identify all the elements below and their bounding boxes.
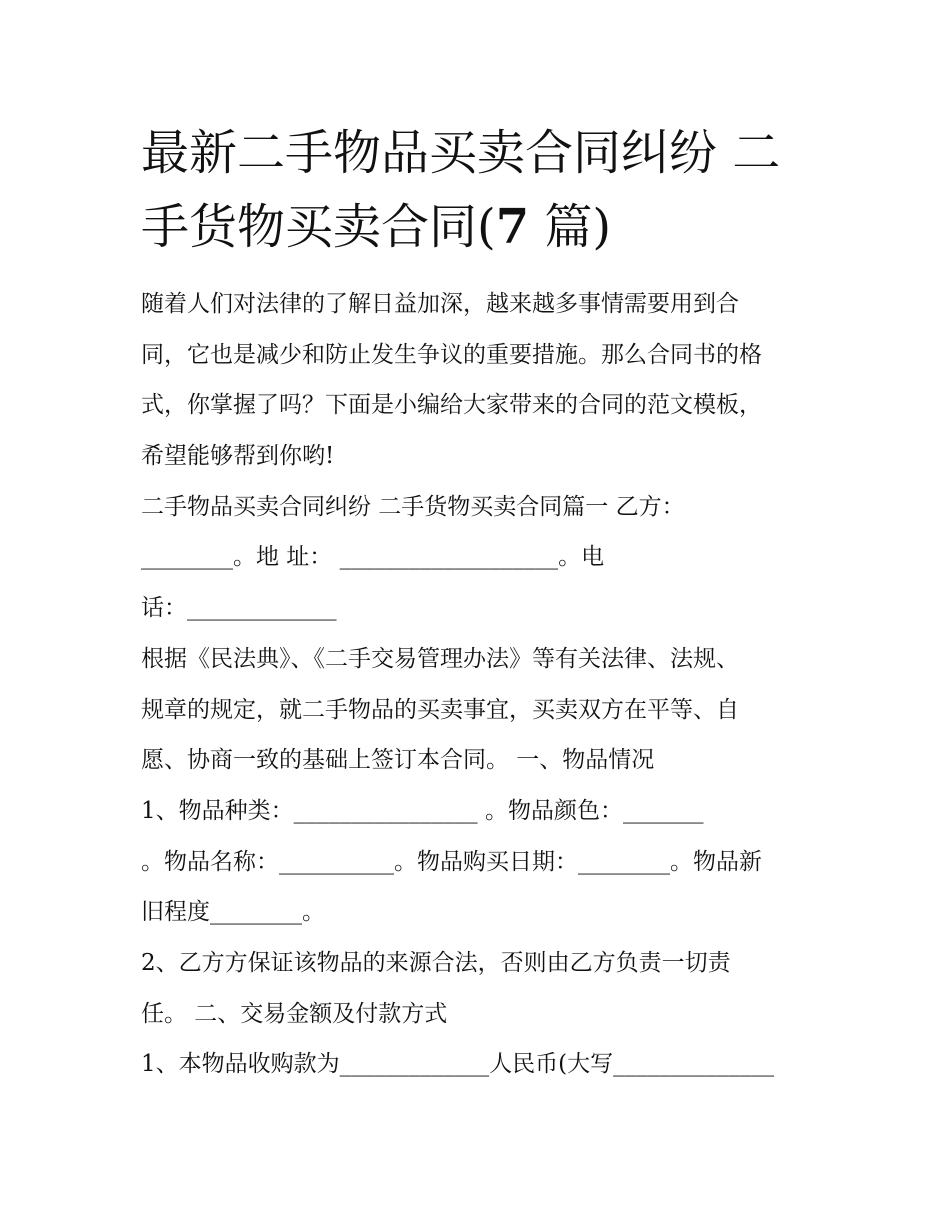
body-line: 希望能够帮到你哟!	[141, 443, 335, 470]
body-line: 随着人们对法律的了解日益加深，越来越多事情需要用到合	[141, 291, 739, 317]
phone-line: 话：_____________	[141, 595, 337, 622]
title-count: 7	[495, 199, 530, 255]
body-line: 任。 二、交易金额及付款方式	[141, 1000, 448, 1027]
item-fields-line: 1、物品种类：________________ 。物品颜色：_______	[141, 797, 704, 824]
payment-line: 1、本物品收购款为_____________人民币(大写______________	[141, 1051, 775, 1078]
title-line-1: 最新二手物品买卖合同纠纷 二	[141, 125, 781, 181]
item-fields-line: 。物品名称：__________。物品购买日期：________。物品新	[141, 848, 762, 875]
title-line-2-suffix: 篇)	[529, 199, 612, 255]
section-heading-line: 二手物品买卖合同纠纷 二手货物买卖合同篇一 乙方：	[141, 493, 685, 520]
body-line: 根据《民法典》、《二手交易管理办法》等有关法律、法规、	[141, 645, 739, 672]
body-line: 愿、协商一致的基础上签订本合同。 一、物品情况	[141, 747, 655, 774]
body-line: 同，它也是减少和防止发生争议的重要措施。那么合同书的格	[141, 341, 762, 368]
body-line: 式，你掌握了吗？下面是小编给大家带来的合同的范文模板，	[141, 392, 762, 419]
body-line: 规章的规定，就二手物品的买卖事宜，买卖双方在平等、自	[141, 696, 739, 723]
address-line: ________。地 址： ___________________。电	[141, 544, 605, 571]
body-line: 2、乙方方保证该物品的来源合法，否则由乙方负责一切责	[141, 949, 731, 976]
item-fields-line: 旧程度________。	[141, 899, 325, 926]
title-line-2-prefix: 手货物买卖合同(	[141, 199, 496, 255]
document-body	[141, 279, 831, 1090]
document-title	[141, 116, 831, 264]
